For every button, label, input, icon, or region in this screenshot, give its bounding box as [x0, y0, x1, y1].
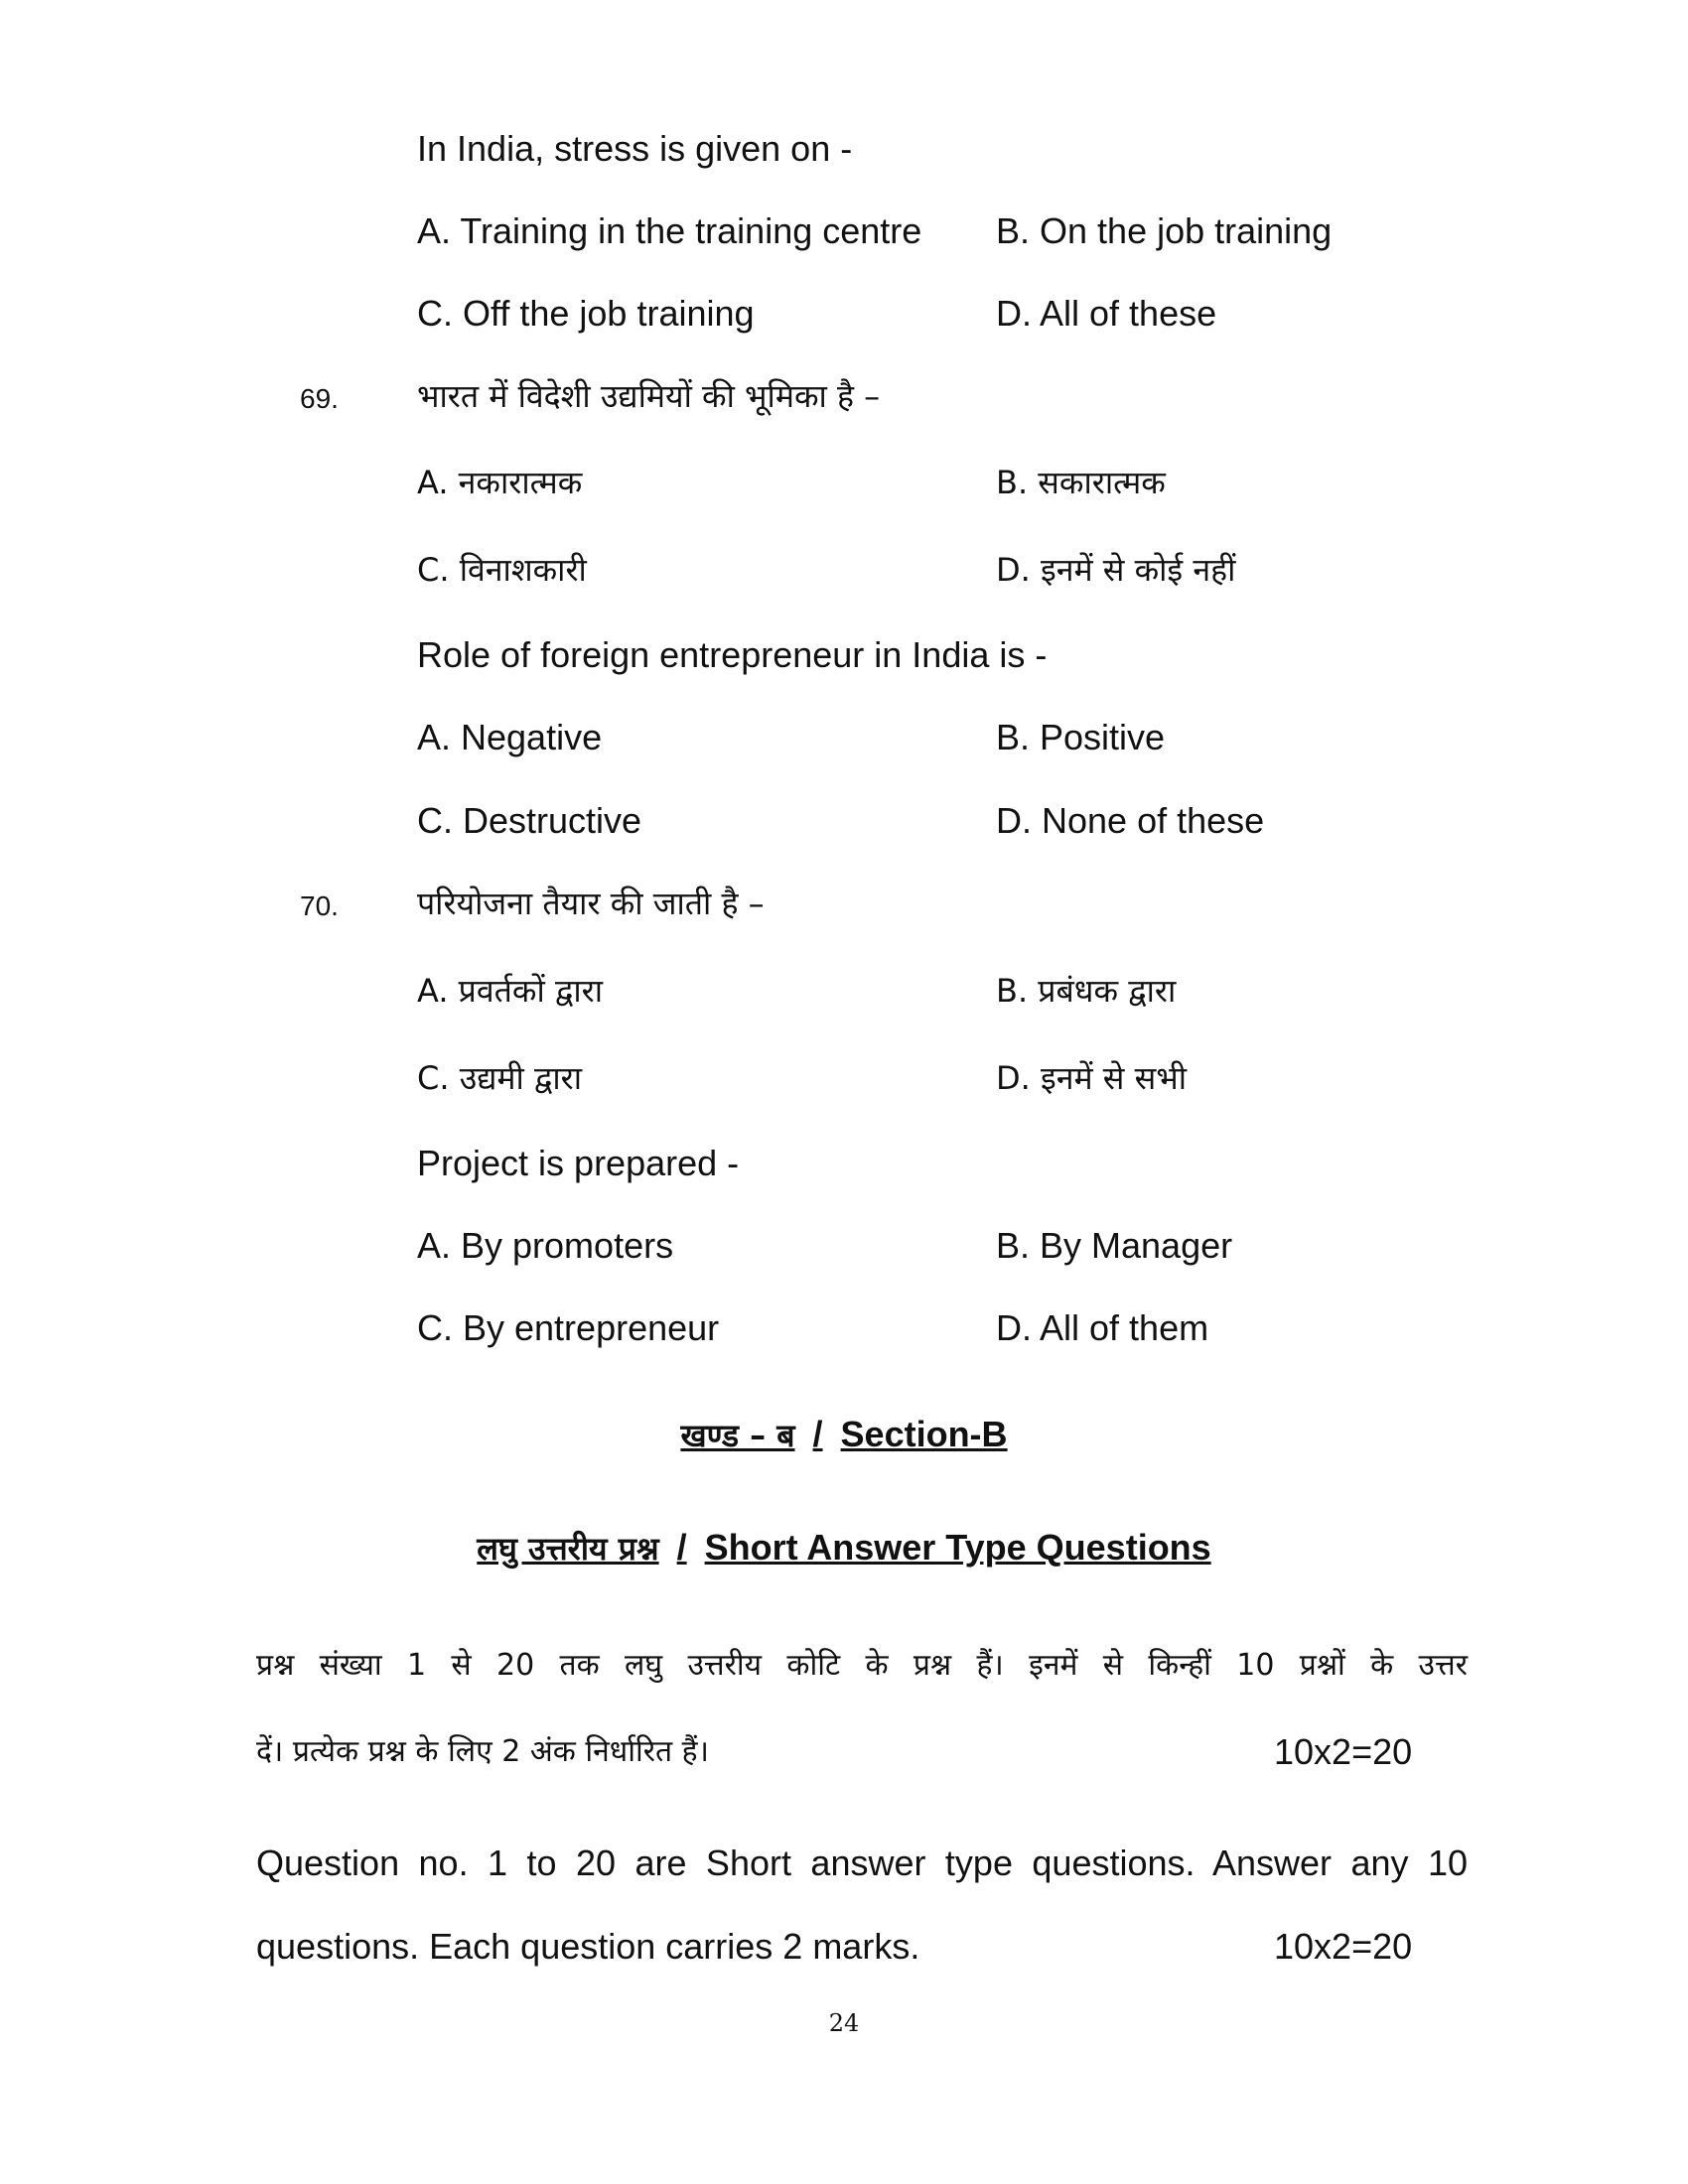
q70-hi-stem: परियोजना तैयार की जाती है –: [417, 885, 765, 922]
instructions-hindi-line-1: प्रश्न संख्या 1 से 20 तक लघु उत्तरीय कोटि के प्रश्न हैं। इनमें से किन्हीं 10 प्रश्नों के उत्तर: [256, 1648, 1468, 1683]
subsection-heading-english: Short Answer Type Questions: [704, 1527, 1211, 1568]
subsection-heading: [0, 1526, 1688, 1570]
q69-en-option-a: A. Negative: [417, 717, 603, 757]
q70-hi-option-c: C. उद्यमी द्वारा: [417, 1059, 583, 1097]
subsection-heading-hindi: लघु उत्तरीय प्रश्न: [477, 1530, 659, 1568]
q69-en-option-b: B. Positive: [996, 717, 1166, 757]
q70-en-option-d: D. All of them: [996, 1307, 1209, 1348]
instructions-hindi-marks: 10x2=20: [1274, 1731, 1413, 1772]
section-heading-hindi: खण्ड – ब: [680, 1417, 795, 1454]
q70-hi-option-b: B. प्रबंधक द्वारा: [996, 972, 1177, 1010]
q70-en-option-c: C. By entrepreneur: [417, 1307, 720, 1348]
q69-hi-option-d: D. इनमें से कोई नहीं: [996, 551, 1236, 589]
instructions-english-line-2: questions. Each question carries 2 marks.: [256, 1926, 920, 1967]
q69-hi-stem: भारत में विदेशी उद्यमियों की भूमिका है –: [417, 377, 881, 415]
q70-hi-option-a: A. प्रवर्तकों द्वारा: [417, 972, 604, 1010]
q70-number: 70.: [300, 890, 339, 921]
q70-en-option-a: A. By promoters: [417, 1225, 674, 1266]
q70-en-option-b: B. By Manager: [996, 1225, 1233, 1266]
q69-en-stem: Role of foreign entrepreneur in India is -: [417, 634, 1048, 675]
q68-en-option-c: C. Off the job training: [417, 293, 755, 334]
subsection-heading-separator: /: [676, 1527, 687, 1568]
q69-hi-option-a: A. नकारात्मक: [417, 464, 583, 501]
q69-hi-option-c: C. विनाशकारी: [417, 551, 587, 589]
q69-number: 69.: [300, 383, 339, 414]
q70-en-stem: Project is prepared -: [417, 1143, 740, 1183]
q68-en-option-d: D. All of these: [996, 293, 1217, 334]
q69-hi-option-b: B. सकारात्मक: [996, 464, 1166, 501]
section-heading-english: Section-B: [840, 1414, 1008, 1454]
q68-en-stem: In India, stress is given on -: [417, 128, 853, 169]
page-number: 24: [828, 2009, 860, 2037]
instructions-english-marks: 10x2=20: [1274, 1926, 1413, 1967]
section-heading-separator: /: [812, 1414, 823, 1454]
instructions-english-line-1: Question no. 1 to 20 are Short answer type questions. Answer any 10: [256, 1843, 1468, 1883]
q70-hi-option-d: D. इनमें से सभी: [996, 1059, 1187, 1097]
instructions-hindi-line-2: दें। प्रत्येक प्रश्न के लिए 2 अंक निर्धारित हैं।: [256, 1734, 709, 1769]
q68-en-option-b: B. On the job training: [996, 210, 1333, 251]
q68-en-option-a: A. Training in the training centre: [417, 210, 922, 251]
q69-en-option-c: C. Destructive: [417, 800, 642, 841]
q69-en-option-d: D. None of these: [996, 800, 1265, 841]
section-heading: [0, 1413, 1688, 1457]
